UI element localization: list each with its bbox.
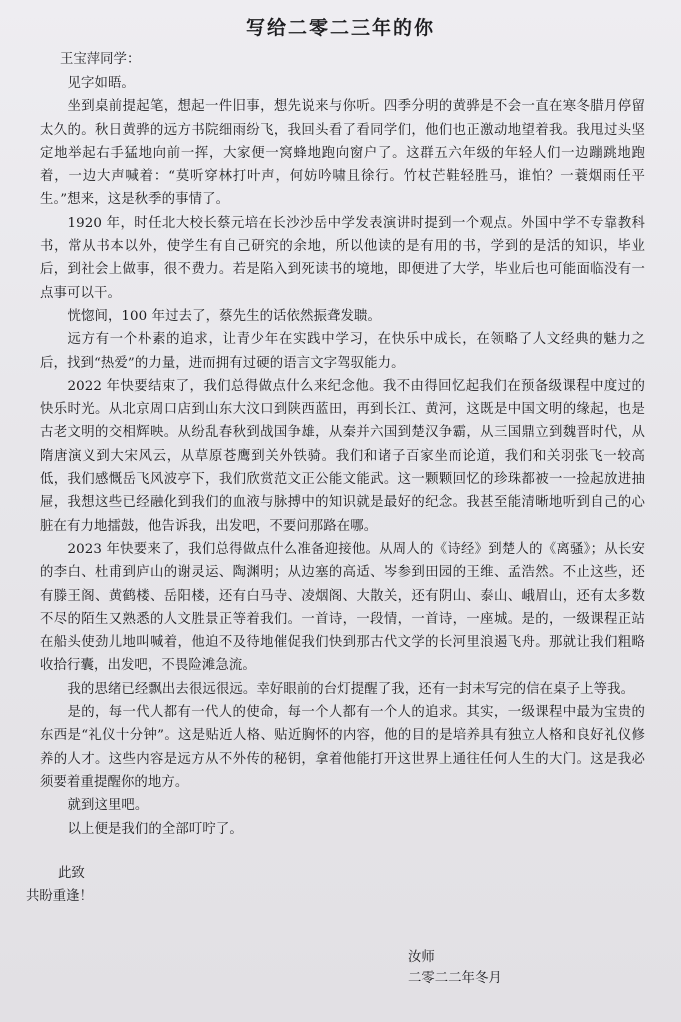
closing-wish: 共盼重逢！ (26, 889, 93, 904)
paragraph-mission: 是的，每一代人都有一代人的使命，每一个人都有一个人的追求。其实，一级课程中最为宝贵的东西是“礼仪十分钟”。这是贴近人格、贴近胸怀的内容，他的目的是培养具有独立人格和良好礼仪修养的人才。这些内容是远方从不外传的秘钥，拿着他能打开这世界上通往任何人生的大门。这是我必须要着重提醒你的地方。 (40, 705, 645, 790)
paragraph-thoughts: 我的思绪已经飘出去很远很远。幸好眼前的台灯提醒了我，还有一封未写完的信在桌子上等我。 (67, 681, 635, 697)
signature-date: 二零二二年冬月 (408, 971, 502, 986)
letter-body (40, 72, 645, 841)
paragraph-pursuit: 远方有一个朴素的追求，让青少年在实践中学习，在快乐中成长，在领略了人文经典的魅力之后，找到“热爱”的力量，进而拥有过硬的语言文字驾驭能力。 (40, 332, 645, 371)
paragraph-autumn-memory: 坐到桌前提起笔，想起一件旧事，想先说来与你听。四季分明的黄骅是不会一直在寒冬腊月停留太久的。秋日黄骅的远方书院细雨纷飞，我回头看了看同学们，他们也正激动地望着我。我甩过头坚定地举起右手猛地向前一挥，大家便一窝蜂地跑向窗户了。这群五六年级的年轻人们一边蹦跳地跑着，一边大声喊着：“莫听穿林打叶声，何妨吟啸且徐行。竹杖芒鞋轻胜马，谁怕？一蓑烟雨任平生。”想来，这是秋季的事情了。 (40, 99, 645, 208)
paragraph-2022: 2022 年快要结束了，我们总得做点什么来纪念他。我不由得回忆起我们在预备级课程中度过的快乐时光。从北京周口店到山东大汶口到陕西蓝田，再到长江、黄河，这既是中国文明的缘起，也是古老文明的交相辉映。从纷乱春秋到战国争雄，从秦并六国到楚汉争霸，从三国鼎立到魏晋时代，从隋唐演义到大宋风云，从草原苍鹰到关外铁骑。我们和诸子百家坐而论道，我们和关羽张飞一较高低，我们感慨岳飞风波亭下，我们欣赏范文正公能文能武。这一颗颗回忆的珍珠都被一一捡起放进抽屉，我想这些已经融化到我们的血液与脉搏中的知识就是最好的纪念。我甚至能清晰地听到自己的心脏在有力地擂鼓，他告诉我，出发吧，不要问那路在哪。 (40, 378, 645, 534)
paragraph-end: 就到这里吧。 (67, 798, 149, 814)
salutation: 王宝萍同学： (60, 52, 141, 67)
paragraph-hundred-years: 恍惚间，100 年过去了，蔡先生的话依然振聋发聩。 (67, 308, 381, 324)
paragraph-2023: 2023 年快要来了，我们总得做点什么准备迎接他。从周人的《诗经》到楚人的《离骚》；从长安的李白、杜甫到庐山的谢灵运、陶渊明；从边塞的高适、岑参到田园的王维、孟浩然。不止这些，还有滕王阁、黄鹤楼、岳阳楼，还有白马寺、凌烟阁、大散关，还有阴山、泰山、峨眉山，还有太多数不尽的陌生又熟悉的人文胜景正等着我们。一首诗，一段情，一首诗，一座城。是的，一级课程正站在船头使劲儿地叫喊着，他迫不及待地催促我们快到那古代文学的长河里浪遏飞舟。那就让我们粗略收拾行囊，出发吧，不畏险滩急流。 (40, 541, 645, 674)
paragraph-final: 以上便是我们的全部叮咛了。 (67, 821, 243, 837)
paragraph-cai-yuanpei: 1920 年，时任北大校长蔡元培在长沙沙岳中学发表演讲时提到一个观点。外国中学不专靠教科书，常从书本以外，使学生有自己研究的余地，所以他读的是有用的书，学到的是活的知识，毕业后，到社会上做事，很不费力。若是陷入到死读书的境地，即便进了大学，毕业后也可能面临没有一点事可以干。 (40, 215, 645, 301)
signature-name: 汝师 (408, 950, 435, 965)
closing-salute: 此致 (58, 866, 85, 881)
letter-title: 写给二零二三年的你 (245, 17, 435, 39)
paragraph-greeting: 见字如晤。 (67, 76, 135, 91)
